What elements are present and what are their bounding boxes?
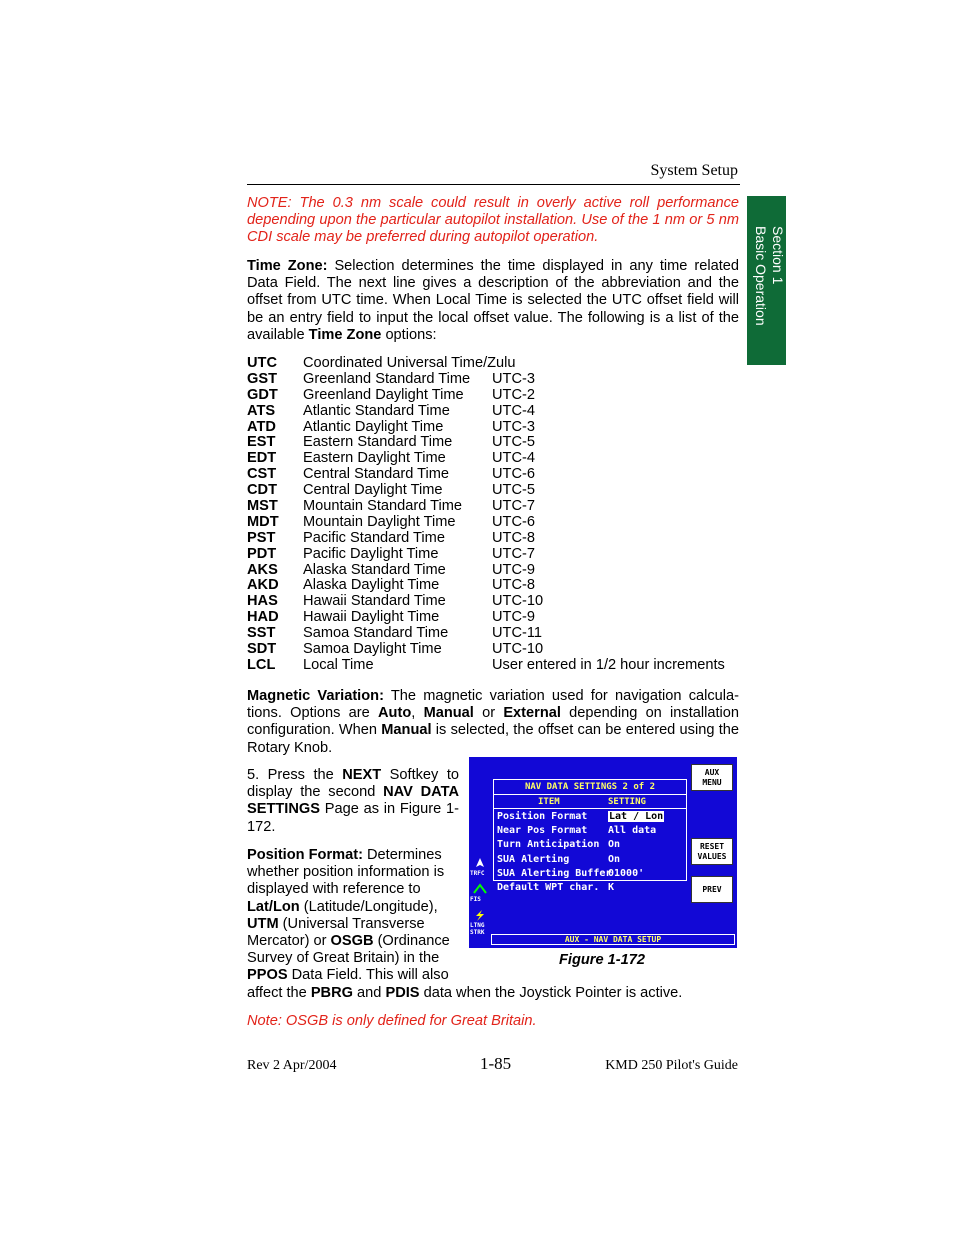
setting-item: SUA Alerting [497,853,570,865]
time-zone-name: Coordinated Universal Time/Zulu [303,355,516,371]
column-item: ITEM [538,797,560,807]
time-zone-name: Pacific Daylight Time [303,545,439,562]
time-zone-offset: UTC-7 [492,498,535,515]
side-tab-section: Section 1 [770,226,786,285]
time-zone-name: Local Time [303,656,374,673]
footer-page-number: 1-85 [480,1054,512,1073]
page-section-title: System Setup [650,162,738,179]
fis-icon[interactable]: FIS [470,883,490,909]
time-zone-name: Greenland Standard Time [303,370,471,387]
time-zone-abbr: EDT [247,450,277,467]
time-zone-offset: UTC-8 [492,577,535,594]
setting-value: K [608,881,615,893]
settings-row[interactable] [497,839,685,853]
reset-values-softkey[interactable]: RESET VALUES [691,838,733,865]
time-zone-offset: UTC-6 [492,513,535,530]
time-zone-abbr: MST [247,498,278,515]
setting-value: All data [608,825,657,837]
time-zone-offset: UTC-11 [492,625,543,642]
time-zone-name: Central Standard Time [303,466,450,483]
status-bar: AUX - NAV DATA SETUP [491,934,735,945]
lightning-icon[interactable]: LTNG STRK [470,909,490,939]
magnetic-variation-paragraph: Magnetic Variation: The magnetic variation used for navigation calcula-tions. Options are Auto, Manual or External depending on installation configuration. When Manual is selected, the offset can be entered using the Rotary Knob. [247,688,740,756]
time-zone-abbr: AKD [247,577,279,594]
settings-row[interactable] [497,825,685,839]
time-zone-name: Hawaii Standard Time [303,593,446,610]
time-zone-name: Mountain Standard Time [303,498,462,515]
nav-data-settings-screen [469,757,737,948]
time-zone-offset: UTC-9 [492,561,535,578]
column-setting: SETTING [608,797,646,807]
time-zone-name: Eastern Daylight Time [303,450,446,467]
setting-item: Near Pos Format [497,825,588,837]
settings-row[interactable] [497,811,685,825]
setting-value: 01000' [608,867,645,879]
time-zone-name: Pacific Standard Time [303,529,445,546]
time-zone-abbr: ATD [247,418,276,435]
time-zone-abbr: AKS [247,561,278,578]
time-zone-name: Central Daylight Time [303,482,443,499]
time-zone-offset: UTC-10 [492,593,544,610]
prev-softkey[interactable]: PREV [691,876,733,903]
settings-row[interactable] [497,854,685,868]
screen-title: NAV DATA SETTINGS 2 of 2 [524,782,656,792]
time-zone-abbr: HAD [247,609,279,626]
time-zone-name: Greenland Daylight Time [303,386,464,403]
setting-item: Turn Anticipation [497,839,600,851]
time-zone-name: Atlantic Standard Time [303,402,450,419]
settings-rows [497,811,685,896]
time-zone-name: Alaska Standard Time [303,561,446,578]
settings-row[interactable] [497,868,685,882]
settings-row[interactable] [497,882,685,896]
time-zone-offset: UTC-8 [492,529,535,546]
time-zone-abbr: EST [247,434,276,451]
time-zone-offset: UTC-7 [492,545,535,562]
time-zone-name: Mountain Daylight Time [303,513,456,530]
time-zone-offset: UTC-4 [492,402,535,419]
time-zone-name: Eastern Standard Time [303,434,453,451]
traffic-icon[interactable]: TRFC [470,857,490,883]
time-zone-name: Alaska Daylight Time [303,577,440,594]
time-zone-abbr: HAS [247,593,278,610]
setting-value: On [608,853,621,865]
setting-value: Lat / Lon [609,811,664,822]
time-zone-abbr: GST [247,370,277,387]
setting-item: SUA Alerting Buffer [497,867,612,879]
position-format-continuation: affect the PBRG and PDIS data when the Joystick Pointer is active. [247,985,683,1001]
time-zone-paragraph: Time Zone: Selection determines the time displayed in any time related Data Field. The next line gives a description of the abbreviation and the offset from UTC time. When Local Time is selected the UTC offset field will be an entry field to input the local offset value. The following is a list of the available Time Zone options: [247,258,739,343]
setting-item: Position Format [497,811,588,822]
time-zone-abbr: SDT [247,641,277,658]
time-zone-offset: UTC-2 [492,386,535,403]
note-roll-performance: NOTE: The 0.3 nm scale could result in overly active roll performance depending upon the particular autopilot installation. Use of the 1 nm or 5 nm CDI scale may be preferred during autopilot operation. [247,195,739,246]
position-format-paragraph: Position Format: Determines whether position information is displayed with reference to Lat/Lon (Latitude/Longitude), UTM (Universal Transverse Mercator) or OSGB (Ordinance Survey of Great Britain) in the PPOS Data Field. This will also [247,847,450,984]
header-rule [247,184,740,185]
aux-menu-softkey[interactable]: AUX MENU [691,764,733,791]
time-zone-abbr: GDT [247,386,278,403]
footer-guide-title: KMD 250 Pilot's Guide [605,1058,738,1073]
side-tab-chapter: Basic Operation [753,226,769,326]
time-zone-name: Atlantic Daylight Time [303,418,444,435]
time-zone-abbr: UTC [247,355,277,371]
note-osgb: Note: OSGB is only defined for Great Britain. [247,1013,537,1029]
time-zone-abbr: MDT [247,513,279,530]
time-zone-abbr: PST [247,529,276,546]
time-zone-offset: UTC-10 [492,641,544,658]
time-zone-offset: User entered in 1/2 hour increments [492,656,725,673]
time-zone-offset: UTC-3 [492,418,535,435]
setting-value: On [608,839,621,851]
left-icon-column [470,857,490,939]
settings-table [493,779,687,893]
time-zone-offset: UTC-4 [492,450,535,467]
time-zone-abbr: ATS [247,402,276,419]
time-zone-abbr: CST [247,466,277,483]
time-zone-abbr: LCL [247,656,276,673]
time-zone-name: Samoa Daylight Time [303,641,442,658]
time-zone-abbr: SST [247,625,276,642]
footer-revision: Rev 2 Apr/2004 [247,1058,337,1073]
time-zone-name: Hawaii Daylight Time [303,609,440,626]
section-side-tab [747,196,786,365]
time-zone-label: Time Zone: [247,258,328,274]
time-zone-offset: UTC-5 [492,434,535,451]
time-zone-name: Samoa Standard Time [303,625,449,642]
time-zone-abbr: PDT [247,545,277,562]
figure-caption: Figure 1-172 [559,952,645,968]
time-zone-offset: UTC-6 [492,466,535,483]
time-zone-offset: UTC-3 [492,370,535,387]
time-zone-abbr: CDT [247,482,277,499]
time-zone-offset: UTC-9 [492,609,535,626]
setting-item: Default WPT char. [497,881,600,893]
step-5-paragraph: 5. Press the NEXT Softkey to display the second NAV DATA SETTINGS Page as in Figure 1-172. [247,767,459,835]
time-zone-offset: UTC-5 [492,482,535,499]
